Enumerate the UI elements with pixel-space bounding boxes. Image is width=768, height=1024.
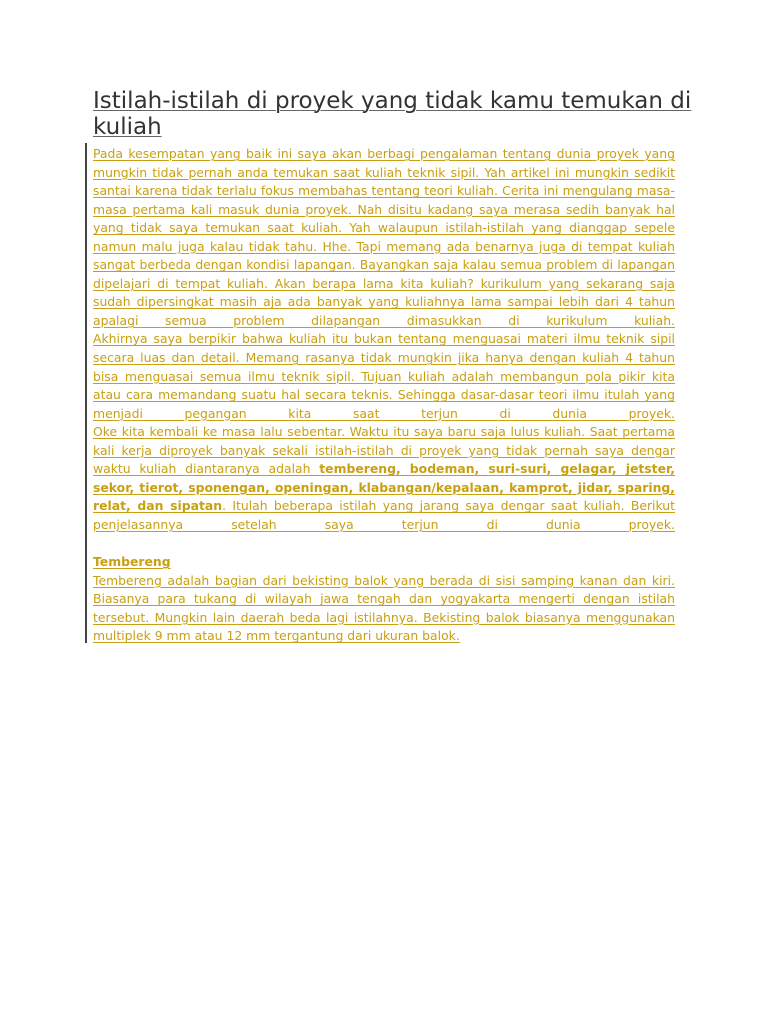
section-body[interactable]: Tembereng adalah bagian dari bekisting balok yang berada di sisi samping kanan dan kiri. Biasanya para tukang di wilayah jawa tengah dan yogyakarta mengerti dengan istilah tersebut. Mungkin lain daerah beda lagi istilahnya. Bekisting balok biasanya menggunakan multiplek 9 mm atau 12 mm tergantung dari ukuran balok. [93,572,675,644]
paragraph-terms-tail: . Itulah beberapa istilah yang jarang saya dengar saat kuliah. Berikut penjelasannya setelah saya terjun di dunia proyek. [93,498,675,532]
terms-list: tembereng, bodeman, suri-suri, gelagar, jetster, sekor, tierot, sponengan, openingan, klabangan/kepalaan, kamprot, jidar, sparing, relat, dan sipatan [93,461,675,514]
blank-line [93,534,675,553]
paragraph-reflection[interactable]: Akhirnya saya berpikir bahwa kuliah itu bukan tentang menguasai materi ilmu teknik sipil secara luas dan detail. Memang rasanya tidak mungkin jika hanya dengan kuliah 4 tahun bisa menguasai semua ilmu teknik sipil. Tujuan kuliah adalah membangun pola pikir kita atau cara memandang suatu hal secara teknis. Sehingga dasar-dasar teori ilmu itulah yang menjadi pegangan kita saat terjun di dunia proyek. [93,331,675,421]
paragraph-terms-lead: Oke kita kembali ke masa lalu sebentar. Waktu itu saya baru saja lulus kuliah. Saat pertama kali kerja diproyek banyak sekali istilah-istilah di proyek yang tidak pernah saya dengar waktu kuliah diantaranya adalah [93,424,675,477]
margin-rule [85,143,87,643]
paragraph-terms[interactable] [93,423,675,534]
page-title: Istilah-istilah di proyek yang tidak kamu temukan di kuliah [93,88,692,140]
section-heading[interactable]: Tembereng [93,554,171,570]
paragraph-intro[interactable]: Pada kesempatan yang baik ini saya akan berbagi pengalaman tentang dunia proyek yang mungkin tidak pernah anda temukan saat kuliah teknik sipil. Yah artikel ini mungkin sedikit santai karena tidak terlalu fokus membahas tentang teori kuliah. Cerita ini mengulang masa-masa pertama kali masuk dunia proyek. Nah disitu kadang saya merasa sedih banyak hal yang tidak saya temukan saat kuliah. Yah walaupun istilah-istilah yang dianggap sepele namun malu juga kalau tidak tahu. Hhe. Tapi memang ada benarnya juga di tempat kuliah sangat berbeda dengan kondisi lapangan. Bayangkan saja kalau semua problem di lapangan dipelajari di tempat kuliah. Akan berapa lama kita kuliah? kurikulum yang sekarang saja sudah dipersingkat masih aja ada banyak yang kuliahnya lama sampai lebih dari 4 tahun apalagi semua problem dilapangan dimasukkan di kurikulum kuliah. [93,146,675,328]
document-body [93,145,675,646]
